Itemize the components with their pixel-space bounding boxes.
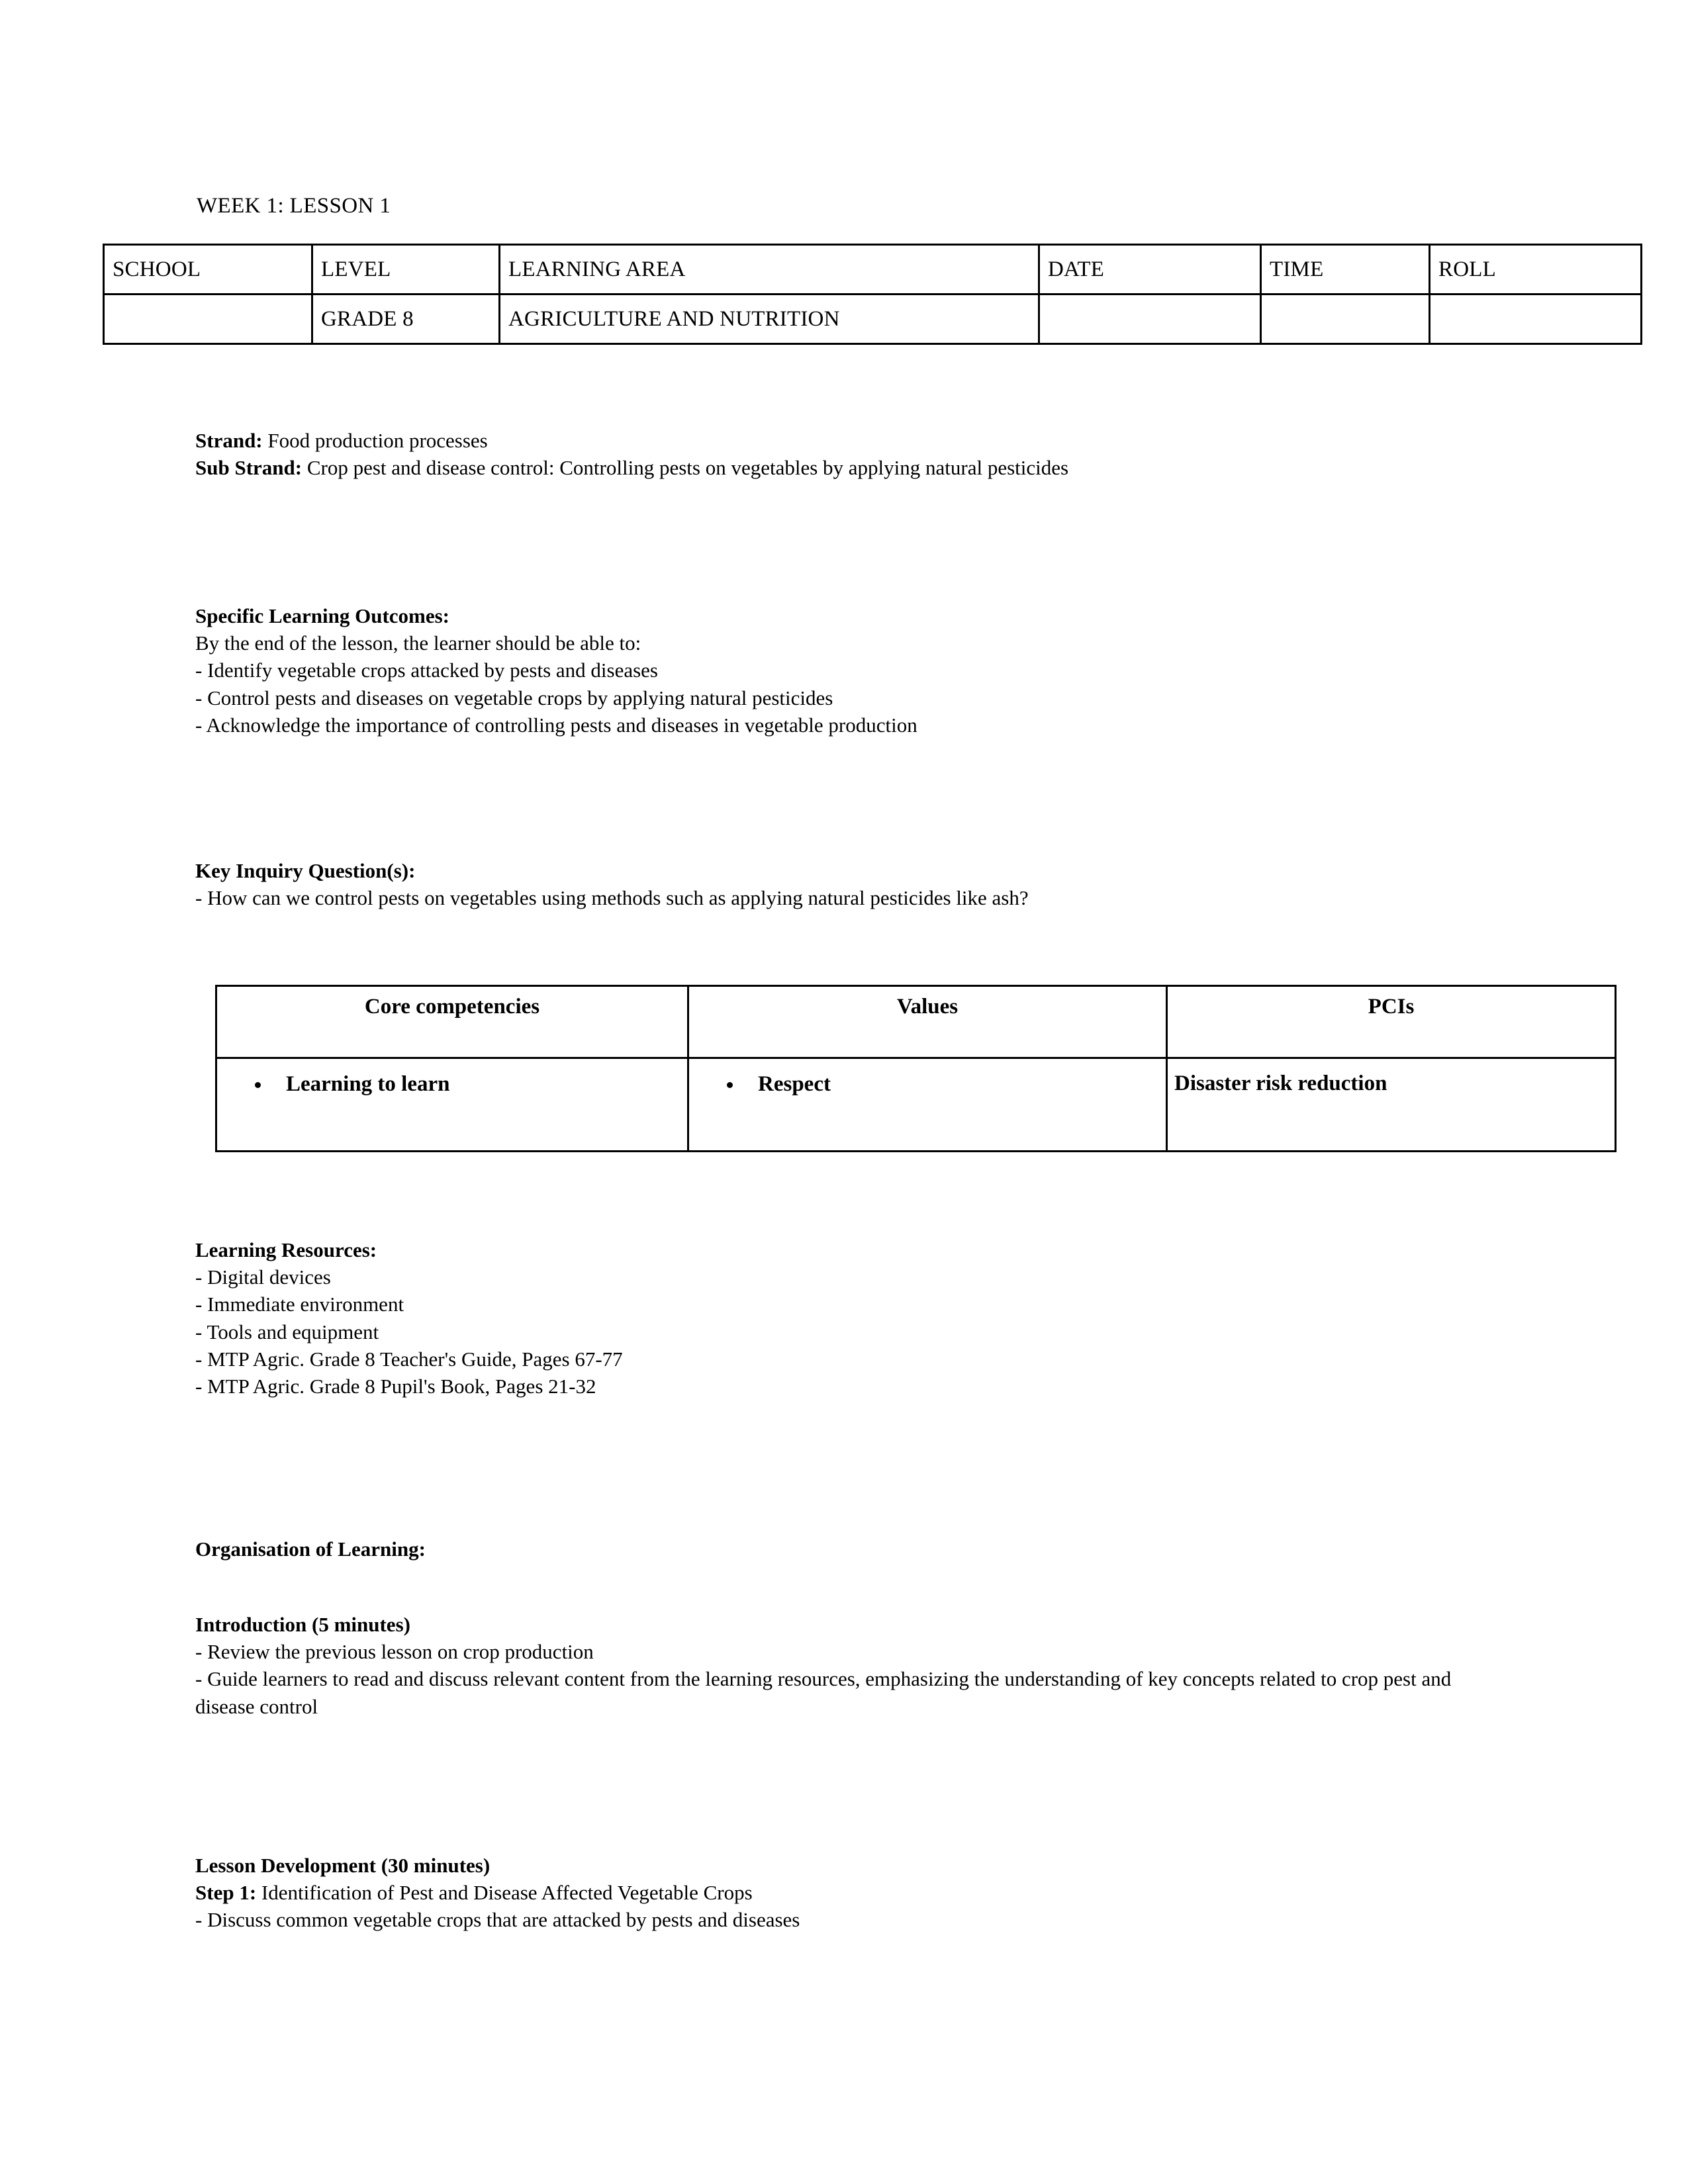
strand-section: [195, 427, 1453, 481]
week-lesson-heading: WEEK 1: LESSON 1: [197, 194, 391, 218]
introduction-item: - Review the previous lesson on crop production: [195, 1640, 594, 1664]
value-cell-time[interactable]: [1261, 295, 1430, 344]
header-cell-date: DATE: [1039, 245, 1261, 295]
key-inquiry-heading: Key Inquiry Question(s):: [195, 859, 416, 882]
header-cell-school: SCHOOL: [104, 245, 312, 295]
lesson-header-table: [103, 244, 1642, 345]
strand-line: [195, 427, 1453, 454]
value-cell-school[interactable]: [104, 295, 312, 344]
key-inquiry-item: - How can we control pests on vegetables using methods such as applying natural pesticides like ash?: [195, 886, 1029, 910]
strand-label: Strand:: [195, 429, 263, 452]
learning-resources-heading: Learning Resources:: [195, 1238, 377, 1261]
lesson-development-section: [195, 1852, 1453, 1934]
value-cell-learning-area[interactable]: AGRICULTURE AND NUTRITION: [500, 295, 1039, 344]
header-cell-roll: ROLL: [1430, 245, 1642, 295]
sub-strand-label: Sub Strand:: [195, 456, 303, 480]
introduction-item: - Guide learners to read and discuss relevant content from the learning resources, emphasizing the understanding of key concepts related to crop pest and disease control: [195, 1667, 1452, 1718]
header-cell-learning-area: LEARNING AREA: [500, 245, 1039, 295]
list-item: • Respect: [743, 1068, 1159, 1101]
table-row-header: [216, 986, 1616, 1058]
lesson-development-item: - Discuss common vegetable crops that are attacked by pests and diseases: [195, 1908, 800, 1932]
header-cell-level: LEVEL: [312, 245, 500, 295]
competencies-header-values: Values: [688, 986, 1167, 1058]
table-row: [216, 1058, 1616, 1152]
learning-outcome-item: - Acknowledge the importance of controlling pests and diseases in vegetable production: [195, 713, 917, 737]
value-cell-roll[interactable]: [1430, 295, 1642, 344]
learning-resource-item: - MTP Agric. Grade 8 Pupil's Book, Pages 21-32: [195, 1375, 596, 1398]
learning-outcomes-intro: By the end of the lesson, the learner should be able to:: [195, 631, 641, 655]
competencies-header-core: Core competencies: [216, 986, 688, 1058]
learning-outcome-item: - Control pests and diseases on vegetable crops by applying natural pesticides: [195, 686, 833, 709]
learning-outcomes-heading: Specific Learning Outcomes:: [195, 604, 450, 627]
organisation-of-learning-section: [195, 1535, 1453, 1563]
competencies-cell-core: [216, 1058, 688, 1152]
learning-resource-item: - Digital devices: [195, 1265, 331, 1289]
values-list: [696, 1068, 1159, 1101]
step-label: Step 1:: [195, 1881, 257, 1905]
sub-strand-line: [195, 454, 1453, 481]
competencies-header-pcis: PCIs: [1167, 986, 1616, 1058]
header-cell-time: TIME: [1261, 245, 1430, 295]
lesson-development-step: [195, 1879, 1453, 1906]
introduction-heading: Introduction (5 minutes): [195, 1613, 410, 1636]
step-title: Identification of Pest and Disease Affected Vegetable Crops: [256, 1881, 753, 1905]
pci-item: Disaster risk reduction: [1174, 1071, 1387, 1095]
competencies-table: [215, 985, 1617, 1152]
learning-resource-item: - MTP Agric. Grade 8 Teacher's Guide, Pages 67-77: [195, 1347, 623, 1371]
lesson-development-heading: Lesson Development (30 minutes): [195, 1854, 491, 1877]
learning-resource-item: - Immediate environment: [195, 1293, 404, 1316]
sub-strand-value: Crop pest and disease control: Controlling pests on vegetables by applying natural pesticides: [302, 456, 1069, 480]
learning-outcomes-section: [195, 602, 1453, 739]
strand-value: Food production processes: [262, 429, 488, 452]
learning-resource-item: - Tools and equipment: [195, 1320, 379, 1343]
value-cell-date[interactable]: [1039, 295, 1261, 344]
competencies-cell-values: [688, 1058, 1167, 1152]
key-inquiry-section: [195, 857, 1453, 911]
table-row-values: [104, 295, 1642, 344]
table-row-header: [104, 245, 1642, 295]
competencies-cell-pcis: [1167, 1058, 1616, 1152]
value-cell-level[interactable]: GRADE 8: [312, 295, 500, 344]
introduction-section: [195, 1611, 1453, 1720]
learning-outcome-item: - Identify vegetable crops attacked by pests and diseases: [195, 659, 658, 682]
core-competency-list: [224, 1068, 680, 1101]
list-item: • Learning to learn: [271, 1068, 680, 1101]
learning-resources-section: [195, 1236, 1453, 1400]
organisation-heading: Organisation of Learning:: [195, 1537, 426, 1561]
